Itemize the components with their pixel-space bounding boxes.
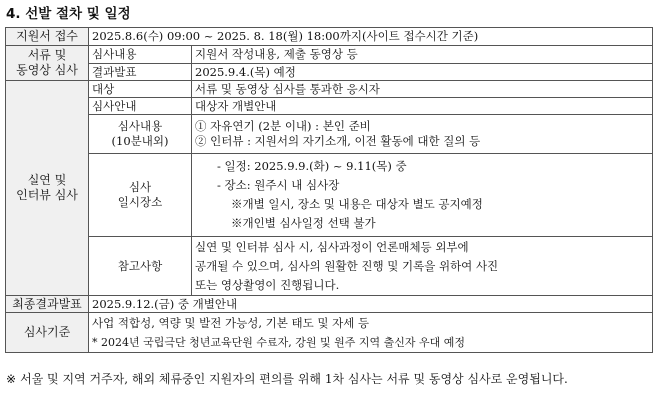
table-row-doc-content bbox=[6, 46, 653, 64]
interview-schedule-place: - 장소: 원주시 내 심사장 bbox=[217, 178, 340, 192]
doc-content-label: 심사내용 bbox=[89, 46, 192, 64]
interview-schedule-note-1: ※개별 일시, 장소 및 내용은 대상자 별도 공지예정 bbox=[231, 197, 483, 211]
interview-schedule-label-line2: 일시장소 bbox=[117, 195, 163, 209]
interview-content-label-line1: 심사내용 bbox=[117, 119, 163, 133]
interview-label-line2: 인터뷰 심사 bbox=[16, 188, 78, 202]
interview-schedule-label bbox=[89, 154, 192, 237]
interview-reference-line-2: 공개될 수 있으며, 심사의 원활한 진행 및 기록을 위하여 사진 bbox=[195, 258, 499, 273]
interview-label-line1: 실연 및 bbox=[27, 173, 67, 187]
section-title: 4. 선발 절차 및 일정 bbox=[6, 6, 131, 22]
table-row-interview-content bbox=[6, 115, 653, 154]
interview-content-label bbox=[89, 115, 192, 154]
doc-result-value: 2025.9.4.(목) 예정 bbox=[192, 64, 653, 81]
doc-review-label-line2: 동영상 심사 bbox=[16, 63, 78, 77]
interview-content-item-1: ① 자유연기 (2분 이내) : 본인 준비 bbox=[195, 119, 371, 133]
table-row-apply bbox=[6, 28, 653, 46]
interview-reference-value bbox=[192, 237, 653, 296]
interview-schedule-label-line1: 심사 bbox=[128, 180, 152, 194]
interview-reference-line-3: 또는 영상촬영이 진행됩니다. bbox=[195, 277, 340, 292]
doc-result-label: 결과발표 bbox=[89, 64, 192, 81]
interview-notice-label: 심사안내 bbox=[89, 98, 192, 115]
interview-reference-label: 참고사항 bbox=[89, 237, 192, 296]
interview-content-label-line2: (10분내외) bbox=[111, 134, 169, 148]
table-row-final bbox=[6, 296, 653, 313]
criteria-line-1: 사업 적합성, 역량 및 발전 가능성, 기본 태도 및 자세 등 bbox=[92, 315, 370, 330]
apply-period-value: 2025.8.6(수) 09:00 ~ 2025. 8. 18(월) 18:00까지(사이트 접수시간 기준) bbox=[89, 28, 653, 46]
row-label-criteria: 심사기준 bbox=[6, 313, 89, 353]
footnote bbox=[6, 370, 652, 388]
row-label-doc-review bbox=[6, 46, 89, 81]
interview-schedule-value bbox=[192, 154, 653, 237]
row-label-apply: 지원서 접수 bbox=[6, 28, 89, 46]
selection-schedule-table bbox=[5, 27, 653, 353]
criteria-value bbox=[89, 313, 653, 353]
row-label-final: 최종결과발표 bbox=[6, 296, 89, 313]
table-row-interview-notice bbox=[6, 98, 653, 115]
table-row-doc-result bbox=[6, 64, 653, 81]
interview-content-item-2: ② 인터뷰 : 지원서의 자기소개, 이전 활동에 대한 질의 등 bbox=[195, 134, 481, 148]
table-row-interview-target bbox=[6, 81, 653, 98]
final-result-value: 2025.9.12.(금) 중 개별안내 bbox=[89, 296, 653, 313]
table-row-criteria bbox=[6, 313, 653, 353]
row-label-interview bbox=[6, 81, 89, 296]
table-row-interview-reference bbox=[6, 237, 653, 296]
reference-mark-icon: ※ bbox=[6, 372, 17, 386]
interview-schedule-note-2: ※개인별 심사일정 선택 불가 bbox=[231, 216, 376, 230]
interview-notice-value: 대상자 개별안내 bbox=[192, 98, 653, 115]
doc-content-value: 지원서 작성내용, 제출 동영상 등 bbox=[192, 46, 653, 64]
interview-content-value bbox=[192, 115, 653, 154]
interview-reference-line-1: 실연 및 인터뷰 심사 시, 심사과정이 언론매체등 외부에 bbox=[195, 239, 469, 254]
doc-review-label-line1: 서류 및 bbox=[27, 48, 67, 62]
interview-schedule-date: - 일정: 2025.9.9.(화) ~ 9.11(목) 중 bbox=[217, 159, 407, 173]
footnote-text: 서울 및 지역 거주자, 해외 체류중인 지원자의 편의를 위해 1차 심사는 서류 및 동영상 심사로 운영됩니다. bbox=[20, 372, 568, 386]
interview-target-label: 대상 bbox=[89, 81, 192, 98]
interview-target-value: 서류 및 동영상 심사를 통과한 응시자 bbox=[192, 81, 653, 98]
table-row-interview-schedule bbox=[6, 154, 653, 237]
criteria-line-2: * 2024년 국립극단 청년교육단원 수료자, 강원 및 원주 지역 출신자 우대 예정 bbox=[92, 335, 465, 349]
